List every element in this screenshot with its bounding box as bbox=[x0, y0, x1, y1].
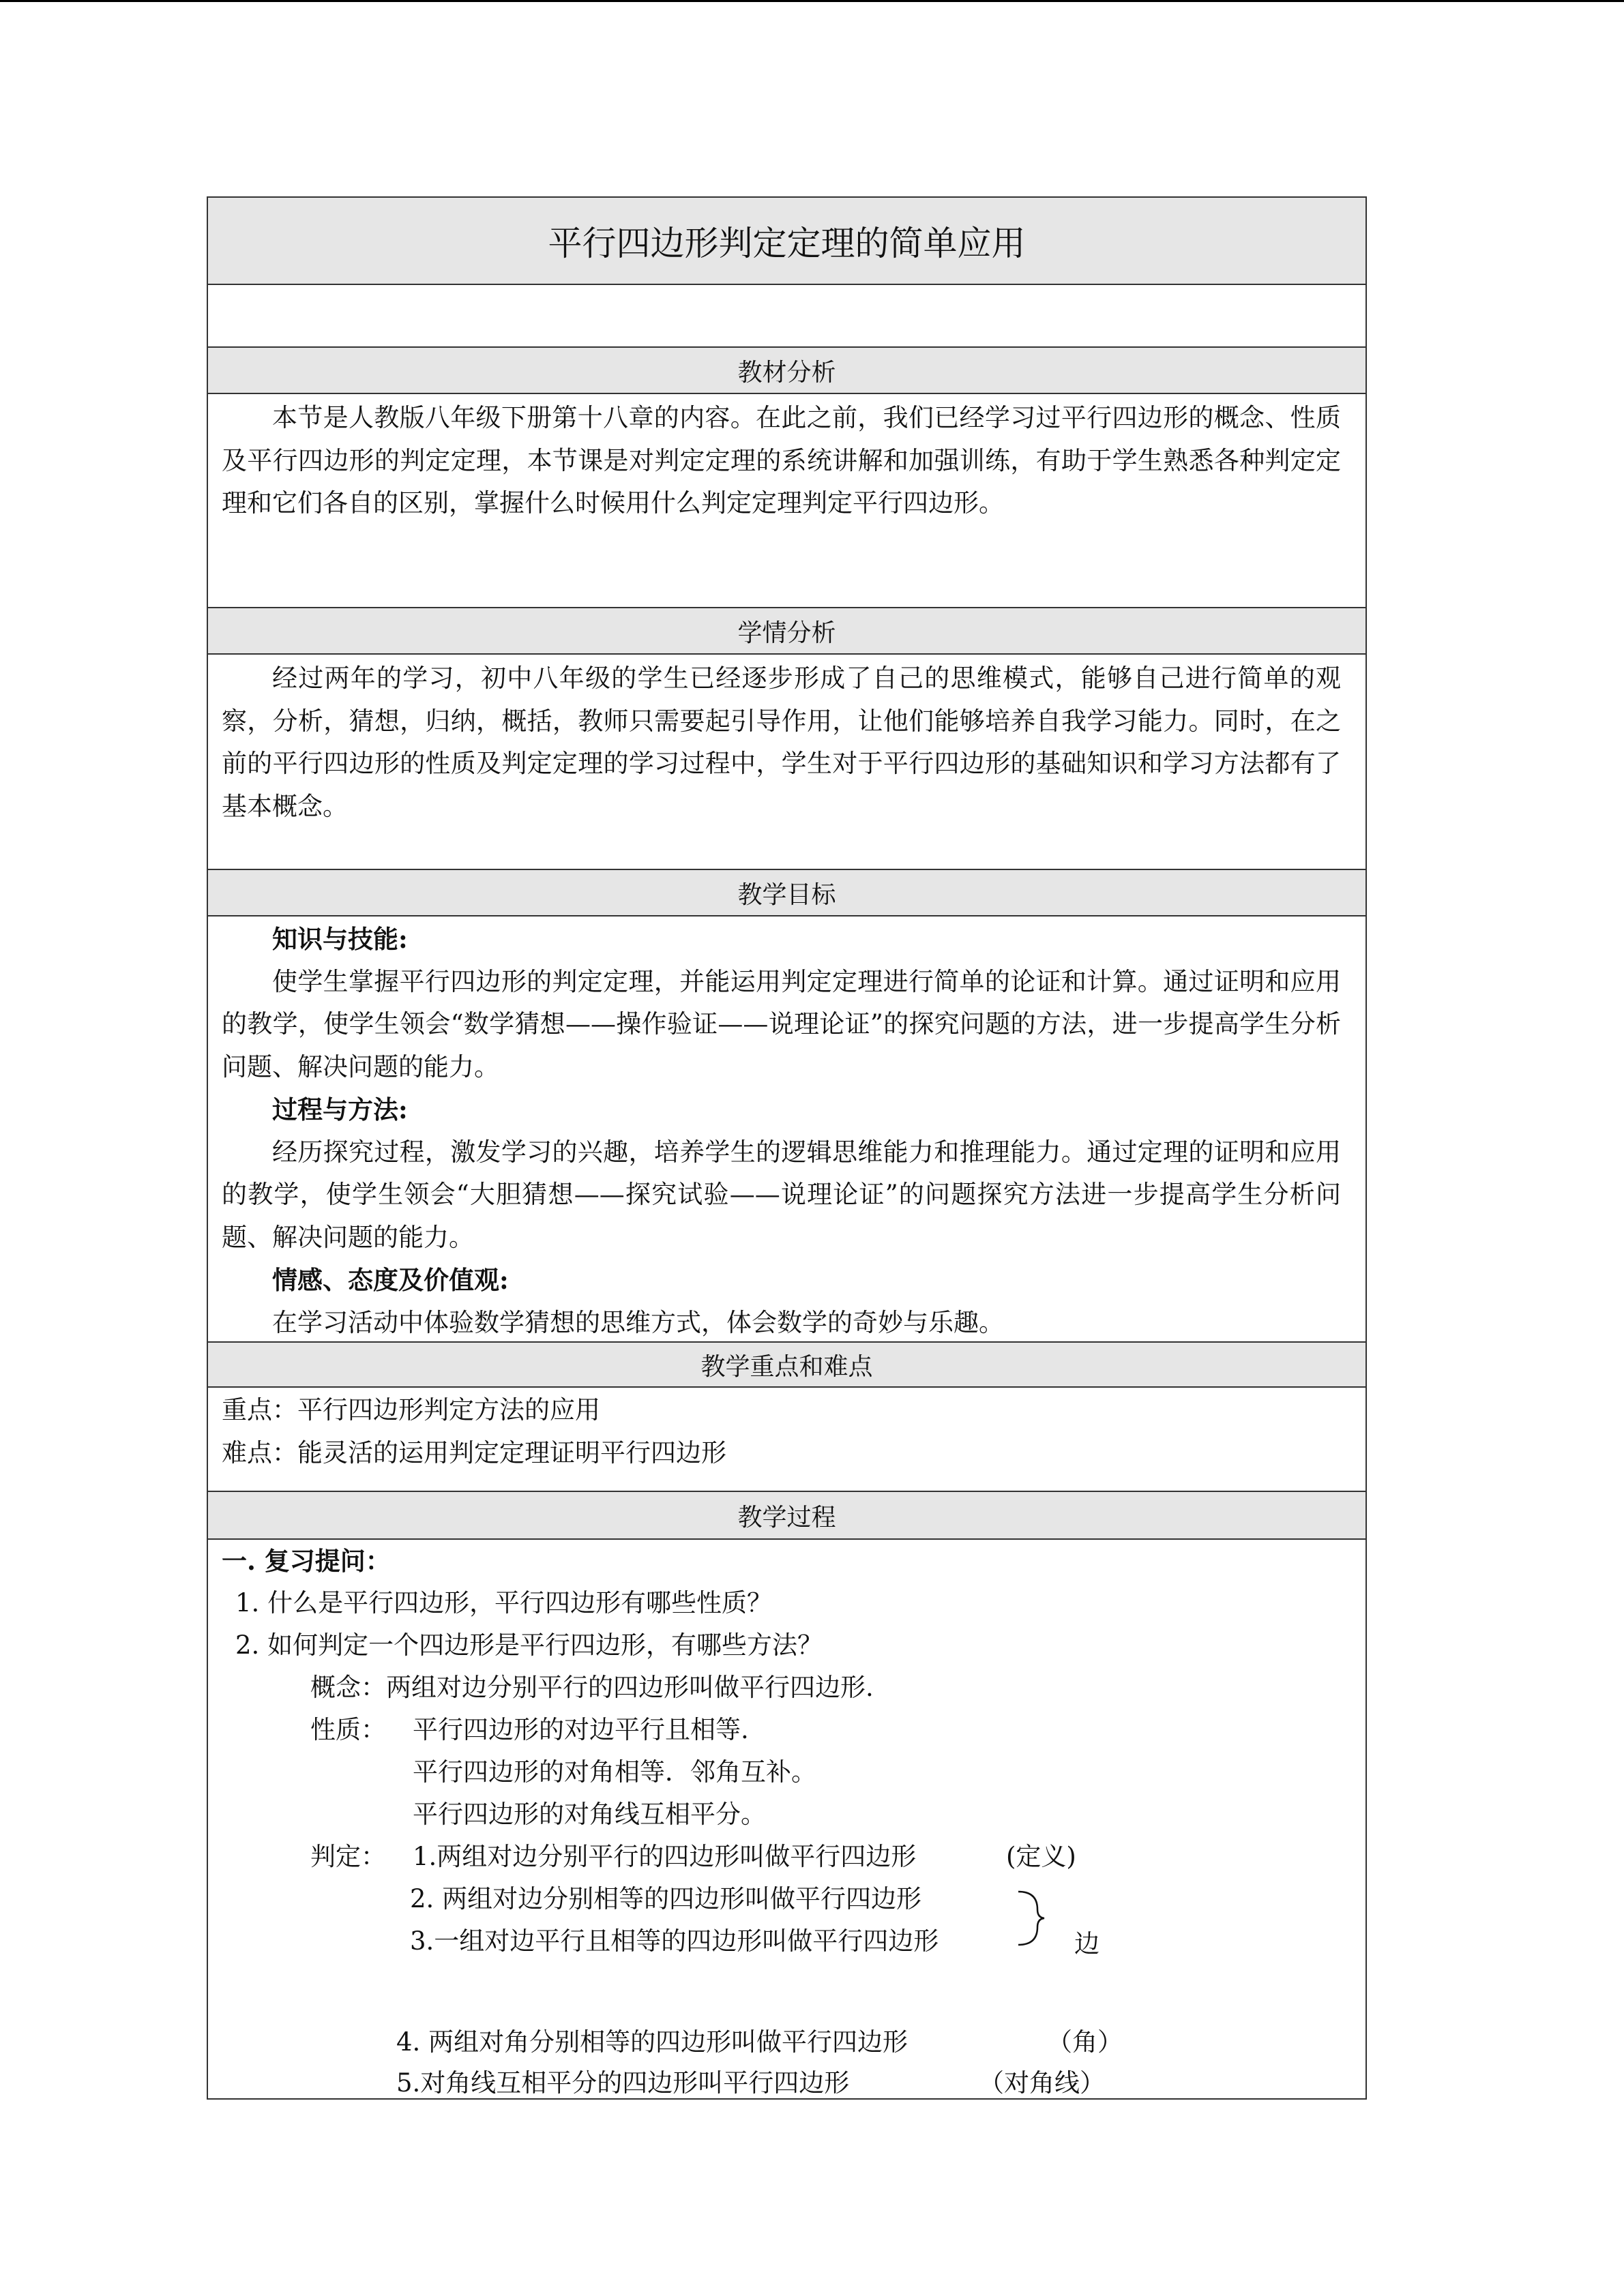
top-rule bbox=[0, 0, 1624, 2]
key-points-header: 教学重点和难点 bbox=[208, 1343, 1365, 1388]
process-text: 经历探究过程，激发学习的兴趣，培养学生的逻辑思维能力和推理能力。通过定理的证明和应用的教学，使学生领会“大胆猜想——探究试验——说理论证”的问题探究方法进一步提高学生分析问题、解决问题的能力。 bbox=[222, 1137, 1341, 1252]
teaching-process-body bbox=[208, 1540, 1365, 2100]
blank-row bbox=[208, 285, 1365, 348]
process-title: 过程与方法: bbox=[272, 1094, 408, 1124]
lesson-plan-table bbox=[207, 196, 1367, 2100]
judge-4: 4. 两组对角分别相等的四边形叫做平行四边形 bbox=[396, 2027, 909, 2057]
student-analysis-header: 学情分析 bbox=[208, 608, 1365, 655]
judge-23-note: 边 bbox=[1074, 1929, 1099, 1958]
student-analysis-text: 经过两年的学习，初中八年级的学生已经逐步形成了自己的思维模式，能够自己进行简单的观察，分析，猜想，归纳，概括，教师只需要起引导作用，让他们能够培养自我学习能力。同时，在之前的平行四边形的性质及判定定理的学习过程中，学生对于平行四边形的基础知识和学习方法都有了基本概念。 bbox=[222, 664, 1341, 821]
emotion-title: 情感、态度及价值观: bbox=[272, 1265, 509, 1295]
difficult-point: 难点：能灵活的运用判定定理证明平行四边形 bbox=[222, 1437, 726, 1467]
textbook-analysis-body bbox=[208, 394, 1365, 608]
teaching-goals-body bbox=[208, 916, 1365, 1343]
judge-2: 2. 两组对边分别相等的四边形叫做平行四边形 bbox=[410, 1884, 922, 1913]
textbook-analysis-header: 教材分析 bbox=[208, 348, 1365, 394]
student-analysis-body bbox=[208, 655, 1365, 870]
question-1: 1. 什么是平行四边形，平行四边形有哪些性质？ bbox=[235, 1588, 773, 1617]
property-label: 性质： bbox=[310, 1715, 386, 1744]
judge-3: 3.一组对边平行且相等的四边形叫做平行四边形 bbox=[410, 1926, 939, 1956]
brace-icon bbox=[1017, 1889, 1047, 1948]
knowledge-title: 知识与技能: bbox=[272, 924, 408, 954]
property-3: 平行四边形的对角线互相平分。 bbox=[413, 1800, 766, 1829]
judge-1: 1.两组对边分别平行的四边形叫做平行四边形 bbox=[413, 1842, 917, 1871]
judge-4-note: （角） bbox=[1047, 2027, 1123, 2057]
judge-5: 5.对角线互相平分的四边形叫平行四边形 bbox=[396, 2068, 850, 2098]
teaching-goals-header: 教学目标 bbox=[208, 870, 1365, 916]
emotion-text: 在学习活动中体验数学猜想的思维方式，体会数学的奇妙与乐趣。 bbox=[272, 1307, 1004, 1337]
textbook-analysis-text: 本节是人教版八年级下册第十八章的内容。在此之前，我们已经学习过平行四边形的概念、性质及平行四边形的判定定理，本节课是对判定定理的系统讲解和加强训练，有助于学生熟悉各种判定定理和它们各自的区别，掌握什么时候用什么判定定理判定平行四边形。 bbox=[222, 403, 1341, 518]
judge-1-note: (定义) bbox=[1006, 1842, 1076, 1871]
concept-text: 概念：两组对边分别平行的四边形叫做平行四边形. bbox=[310, 1673, 874, 1702]
key-point: 重点：平行四边形判定方法的应用 bbox=[222, 1395, 600, 1425]
review-title: 一. 复习提问： bbox=[222, 1546, 391, 1576]
property-2: 平行四边形的对角相等．邻角互补。 bbox=[413, 1757, 816, 1787]
knowledge-text: 使学生掌握平行四边形的判定定理，并能运用判定定理进行简单的论证和计算。通过证明和应用的教学，使学生领会“数学猜想——操作验证——说理论证”的探究问题的方法，进一步提高学生分析问题、解决问题的能力。 bbox=[222, 966, 1341, 1082]
key-points-body bbox=[208, 1388, 1365, 1492]
property-1: 平行四边形的对边平行且相等. bbox=[413, 1715, 749, 1744]
teaching-process-header: 教学过程 bbox=[208, 1492, 1365, 1540]
page-title: 平行四边形判定定理的简单应用 bbox=[208, 198, 1365, 285]
judge-label: 判定： bbox=[310, 1842, 386, 1871]
judge-5-note: （对角线） bbox=[979, 2068, 1105, 2098]
question-2: 2. 如何判定一个四边形是平行四边形，有哪些方法？ bbox=[235, 1630, 823, 1660]
